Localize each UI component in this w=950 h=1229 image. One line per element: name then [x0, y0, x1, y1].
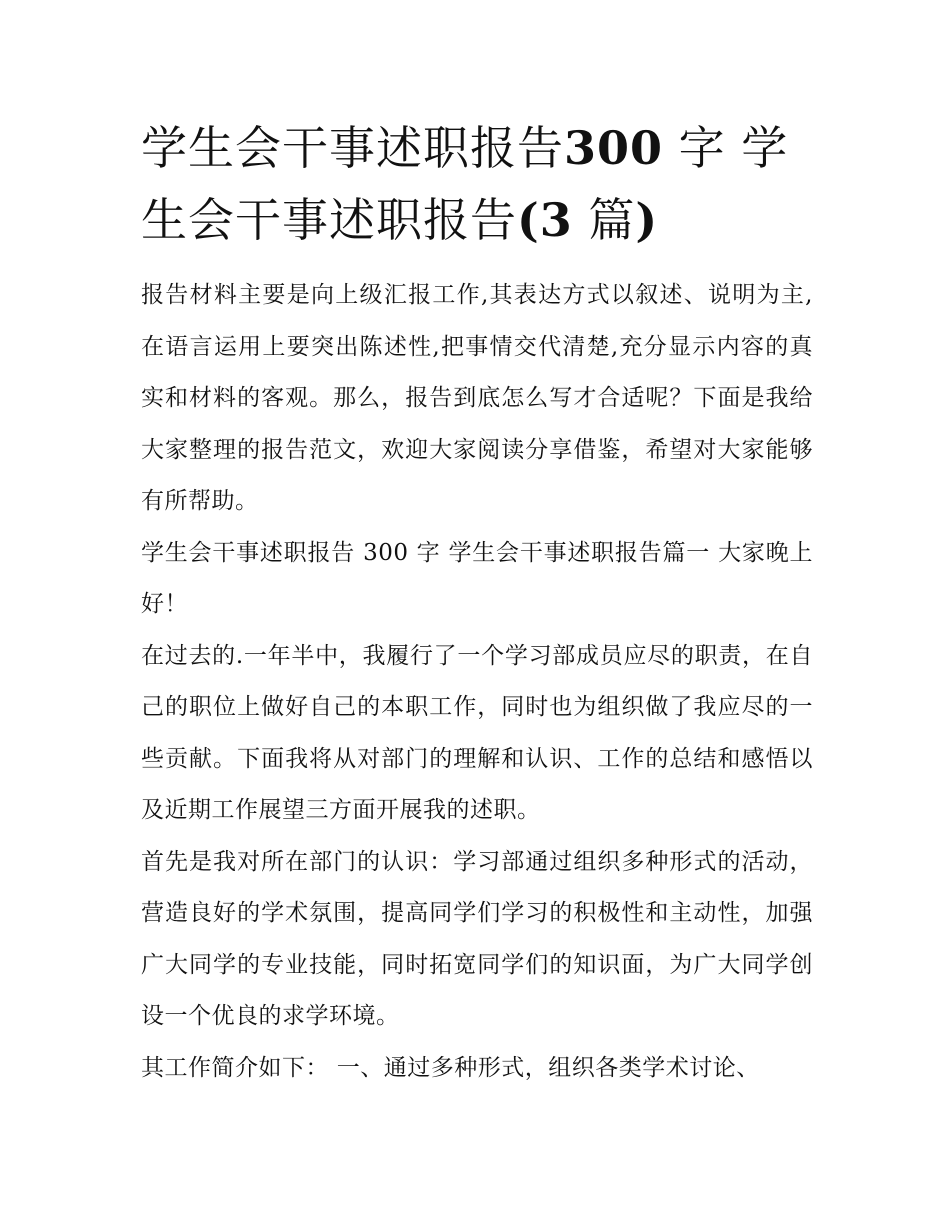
title-text-3: 篇 [588, 193, 636, 247]
title-number-1: 300 [564, 121, 664, 175]
title-text-2: 字 学生会干事述职报告 [141, 121, 789, 247]
paragraph-heading-greeting: 学生会干事述职报告 300 字 学生会干事述职报告篇一 大家晚上好！ [141, 539, 813, 617]
title-number-3: ) [635, 193, 659, 247]
title-number-2: (3 [517, 193, 573, 247]
paragraph-work-intro: 其工作简介如下： 一、通过多种形式，组织各类学术讨论、 [141, 1054, 760, 1081]
paragraph-past-year: 在过去的.一年半中，我履行了一个学习部成员应尽的职责，在自己的职位上做好自己的本职工作，同时也为组织做了我应尽的一些贡献。下面我将从对部门的理解和认识、工作的总结和感悟以及近期工作展望三方面开展我的述职。 [141, 642, 813, 823]
document-title [141, 112, 813, 256]
paragraph-department-understanding: 首先是我对所在部门的认识：学习部通过组织多种形式的活动，营造良好的学术氛围，提高同学们学习的积极性和主动性，加强广大同学的专业技能，同时拓宽同学们的知识面，为广大同学创设一个优良的求学环境。 [141, 848, 813, 1029]
paragraph-intro: 报告材料主要是向上级汇报工作,其表达方式以叙述、说明为主,在语言运用上要突出陈述性,把事情交代清楚,充分显示内容的真实和材料的客观。那么，报告到底怎么写才合适呢？下面是我给大家整理的报告范文，欢迎大家阅读分享借鉴，希望对大家能够有所帮助。 [141, 282, 813, 514]
title-text-1: 学生会干事述职报告 [141, 121, 564, 175]
document-body [141, 112, 813, 1094]
